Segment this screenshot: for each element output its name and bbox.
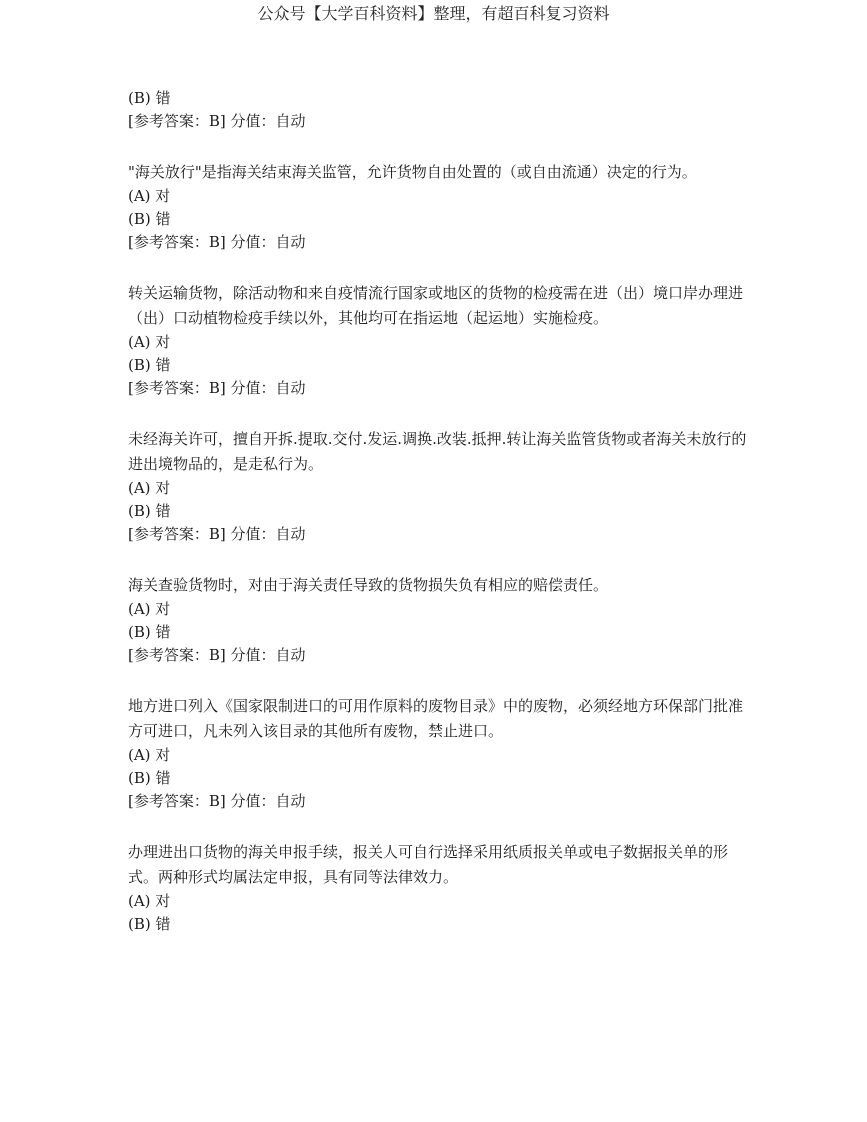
option-a: (A) 对 (128, 333, 171, 351)
question-text: 办理进出口货物的海关申报手续，报关人可自行选择采用纸质报关单或电子数据报关单的形式。两种形式均属法定申报，具有同等法律效力。 (128, 843, 729, 886)
question-text: 未经海关许可，擅自开拆.提取.交付.发运.调换.改装.抵押.转让海关监管货物或者海关未放行的进出境物品的，是走私行为。 (128, 430, 747, 473)
option-b: (B) 错 (128, 915, 171, 933)
answer-line: [参考答案：B] 分值：自动 (128, 646, 306, 664)
option-b: (B) 错 (128, 89, 171, 107)
question-block-4 (128, 573, 748, 667)
answer-line: [参考答案：B] 分值：自动 (128, 233, 306, 251)
question-block-6 (128, 840, 748, 936)
question-text: 转关运输货物，除活动物和来自疫情流行国家或地区的货物的检疫需在进（出）境口岸办理进（出）口动植物检疫手续以外，其他均可在指运地（起运地）实施检疫。 (128, 284, 744, 327)
option-a: (A) 对 (128, 600, 171, 618)
question-block-2 (128, 281, 748, 400)
question-block-5 (128, 694, 748, 813)
question-block-leading (128, 87, 748, 133)
option-a: (A) 对 (128, 892, 171, 910)
option-a: (A) 对 (128, 746, 171, 764)
question-block-1 (128, 160, 748, 254)
answer-line: [参考答案：B] 分值：自动 (128, 112, 306, 130)
option-b: (B) 错 (128, 623, 171, 641)
option-b: (B) 错 (128, 769, 171, 787)
option-a: (A) 对 (128, 479, 171, 497)
option-b: (B) 错 (128, 210, 171, 228)
question-block-3 (128, 427, 748, 546)
option-a: (A) 对 (128, 187, 171, 205)
question-text: 海关查验货物时，对由于海关责任导致的货物损失负有相应的赔偿责任。 (128, 576, 609, 594)
question-text: "海关放行"是指海关结束海关监管，允许货物自由处置的（或自由流通）决定的行为。 (128, 163, 697, 181)
question-list (128, 87, 748, 936)
answer-line: [参考答案：B] 分值：自动 (128, 792, 306, 810)
answer-line: [参考答案：B] 分值：自动 (128, 379, 306, 397)
option-b: (B) 错 (128, 356, 171, 374)
page-header: 公众号【大学百科资料】整理，有超百科复习资料 (257, 4, 610, 23)
answer-line: [参考答案：B] 分值：自动 (128, 525, 306, 543)
question-text: 地方进口列入《国家限制进口的可用作原料的废物目录》中的废物，必须经地方环保部门批准方可进口，凡未列入该目录的其他所有废物，禁止进口。 (128, 697, 744, 740)
option-b: (B) 错 (128, 502, 171, 520)
